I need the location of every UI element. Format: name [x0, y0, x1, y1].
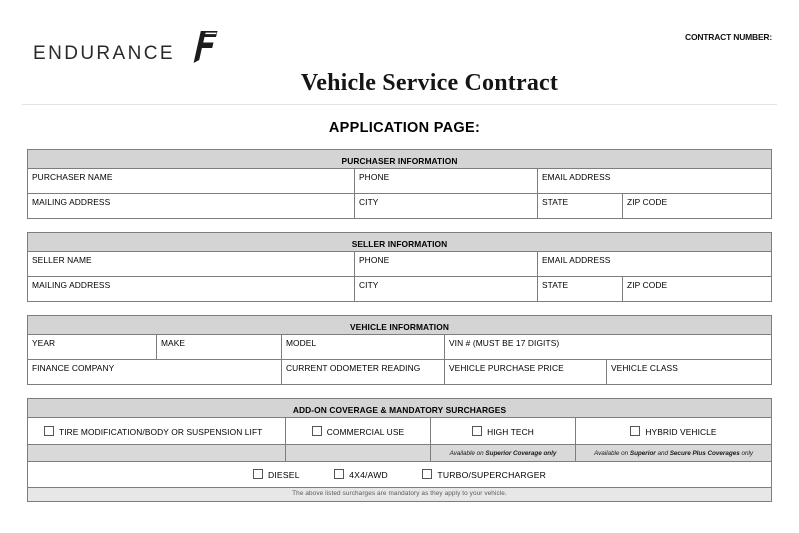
- checkbox-commercial-use-icon[interactable]: [312, 426, 322, 436]
- field-purchaser-email[interactable]: EMAIL ADDRESS: [538, 169, 772, 194]
- seller-information-table: [27, 232, 772, 302]
- field-seller-name[interactable]: SELLER NAME: [28, 252, 355, 277]
- checkbox-label: TURBO/SUPERCHARGER: [437, 470, 547, 480]
- field-odometer-reading[interactable]: CURRENT ODOMETER READING: [281, 360, 444, 385]
- checkbox-cell-high-tech[interactable]: [430, 418, 575, 445]
- note-cell-empty-2: [285, 445, 430, 462]
- table-row: [28, 233, 772, 252]
- checkbox-hybrid-vehicle-icon[interactable]: [630, 426, 640, 436]
- field-finance-company[interactable]: FINANCE COMPANY: [27, 360, 281, 385]
- addon-coverage-block: [0, 398, 799, 502]
- note-text: and: [655, 449, 670, 457]
- table-row: [28, 277, 772, 302]
- field-vehicle-make[interactable]: MAKE: [156, 335, 281, 360]
- field-seller-zip[interactable]: ZIP CODE: [623, 277, 772, 302]
- table-row: [28, 150, 772, 169]
- field-purchaser-mailing-address[interactable]: MAILING ADDRESS: [28, 194, 355, 219]
- field-vehicle-model[interactable]: MODEL: [281, 335, 444, 360]
- field-seller-city[interactable]: CITY: [355, 277, 538, 302]
- field-vehicle-class[interactable]: VEHICLE CLASS: [606, 360, 771, 385]
- addon-section-header: ADD-ON COVERAGE & MANDATORY SURCHARGES: [27, 399, 771, 418]
- field-vehicle-vin[interactable]: VIN # (MUST BE 17 DIGITS): [444, 335, 771, 360]
- checkbox-cell-commercial-use[interactable]: [285, 418, 430, 445]
- field-purchaser-name[interactable]: PURCHASER NAME: [28, 169, 355, 194]
- checkbox-diesel-icon[interactable]: [253, 469, 263, 479]
- field-seller-mailing-address[interactable]: MAILING ADDRESS: [28, 277, 355, 302]
- checkbox-turbo-supercharger-icon[interactable]: [422, 469, 432, 479]
- field-vehicle-purchase-price[interactable]: VEHICLE PURCHASE PRICE: [444, 360, 606, 385]
- vehicle-information-block: [0, 315, 799, 385]
- note-text-bold: Superior: [629, 449, 656, 457]
- note-text: Available on: [594, 449, 630, 457]
- table-row: [27, 399, 771, 418]
- logo-wordmark: ENDURANCE: [33, 43, 175, 64]
- field-seller-phone[interactable]: PHONE: [355, 252, 538, 277]
- note-text-bold: Superior Coverage only: [485, 449, 557, 457]
- checkbox-label: HYBRID VEHICLE: [645, 426, 717, 437]
- vehicle-information-table: [27, 315, 772, 385]
- table-row: [27, 445, 771, 462]
- checkbox-label: COMMERCIAL USE: [326, 426, 405, 437]
- seller-section-header: SELLER INFORMATION: [28, 233, 772, 252]
- endurance-logo: [33, 30, 218, 69]
- checkbox-cell-tire-modification[interactable]: [27, 418, 285, 445]
- table-row: [27, 418, 771, 445]
- note-hybrid-availability: [575, 445, 771, 462]
- table-row: [28, 252, 772, 277]
- checkbox-label: TIRE MODIFICATION/BODY OR SUSPENSION LIFT: [58, 426, 263, 437]
- fuel-options-cell: [27, 462, 771, 488]
- purchaser-information-block: [0, 149, 799, 219]
- note-high-tech-availability: [430, 445, 575, 462]
- checkbox-label: 4X4/AWD: [349, 470, 388, 480]
- field-purchaser-city[interactable]: CITY: [355, 194, 538, 219]
- note-text: Available on: [449, 449, 486, 457]
- checkbox-cell-diesel[interactable]: [253, 469, 300, 480]
- table-row: [27, 316, 771, 335]
- checkbox-4x4-awd-icon[interactable]: [334, 469, 344, 479]
- checkbox-cell-turbo-supercharger[interactable]: [422, 469, 546, 480]
- mandatory-surcharges-note: The above listed surcharges are mandatory as they apply to your vehicle.: [27, 488, 771, 502]
- table-row: [28, 169, 772, 194]
- table-row: [28, 194, 772, 219]
- table-row: [27, 488, 771, 502]
- page-title: Vehicle Service Contract: [300, 70, 559, 96]
- purchaser-section-header: PURCHASER INFORMATION: [28, 150, 772, 169]
- note-cell-empty-1: [27, 445, 285, 462]
- field-purchaser-state[interactable]: STATE: [538, 194, 623, 219]
- checkbox-cell-hybrid-vehicle[interactable]: [575, 418, 771, 445]
- checkbox-label: HIGH TECH: [487, 426, 534, 437]
- document-header: [0, 0, 799, 100]
- field-seller-state[interactable]: STATE: [538, 277, 623, 302]
- checkbox-tire-modification-icon[interactable]: [44, 426, 54, 436]
- note-text-bold: Secure Plus Coverages: [669, 449, 740, 457]
- purchaser-information-table: [27, 149, 772, 219]
- table-row: [27, 335, 771, 360]
- application-page-title: APPLICATION PAGE:: [328, 120, 481, 136]
- field-purchaser-zip[interactable]: ZIP CODE: [623, 194, 772, 219]
- field-vehicle-year[interactable]: YEAR: [27, 335, 156, 360]
- header-divider: [22, 104, 777, 105]
- vehicle-section-header: VEHICLE INFORMATION: [27, 316, 771, 335]
- note-text: only: [739, 449, 753, 457]
- addon-coverage-table: [27, 398, 772, 502]
- table-row: [27, 360, 771, 385]
- table-row: [27, 462, 771, 488]
- seller-information-block: [0, 232, 799, 302]
- checkbox-label: DIESEL: [267, 470, 300, 480]
- field-seller-email[interactable]: EMAIL ADDRESS: [538, 252, 772, 277]
- checkbox-cell-4x4-awd[interactable]: [334, 469, 388, 480]
- field-purchaser-phone[interactable]: PHONE: [355, 169, 538, 194]
- endurance-flag-mark-icon: [180, 30, 218, 69]
- contract-number-label: CONTRACT NUMBER:: [685, 32, 772, 42]
- checkbox-high-tech-icon[interactable]: [472, 426, 482, 436]
